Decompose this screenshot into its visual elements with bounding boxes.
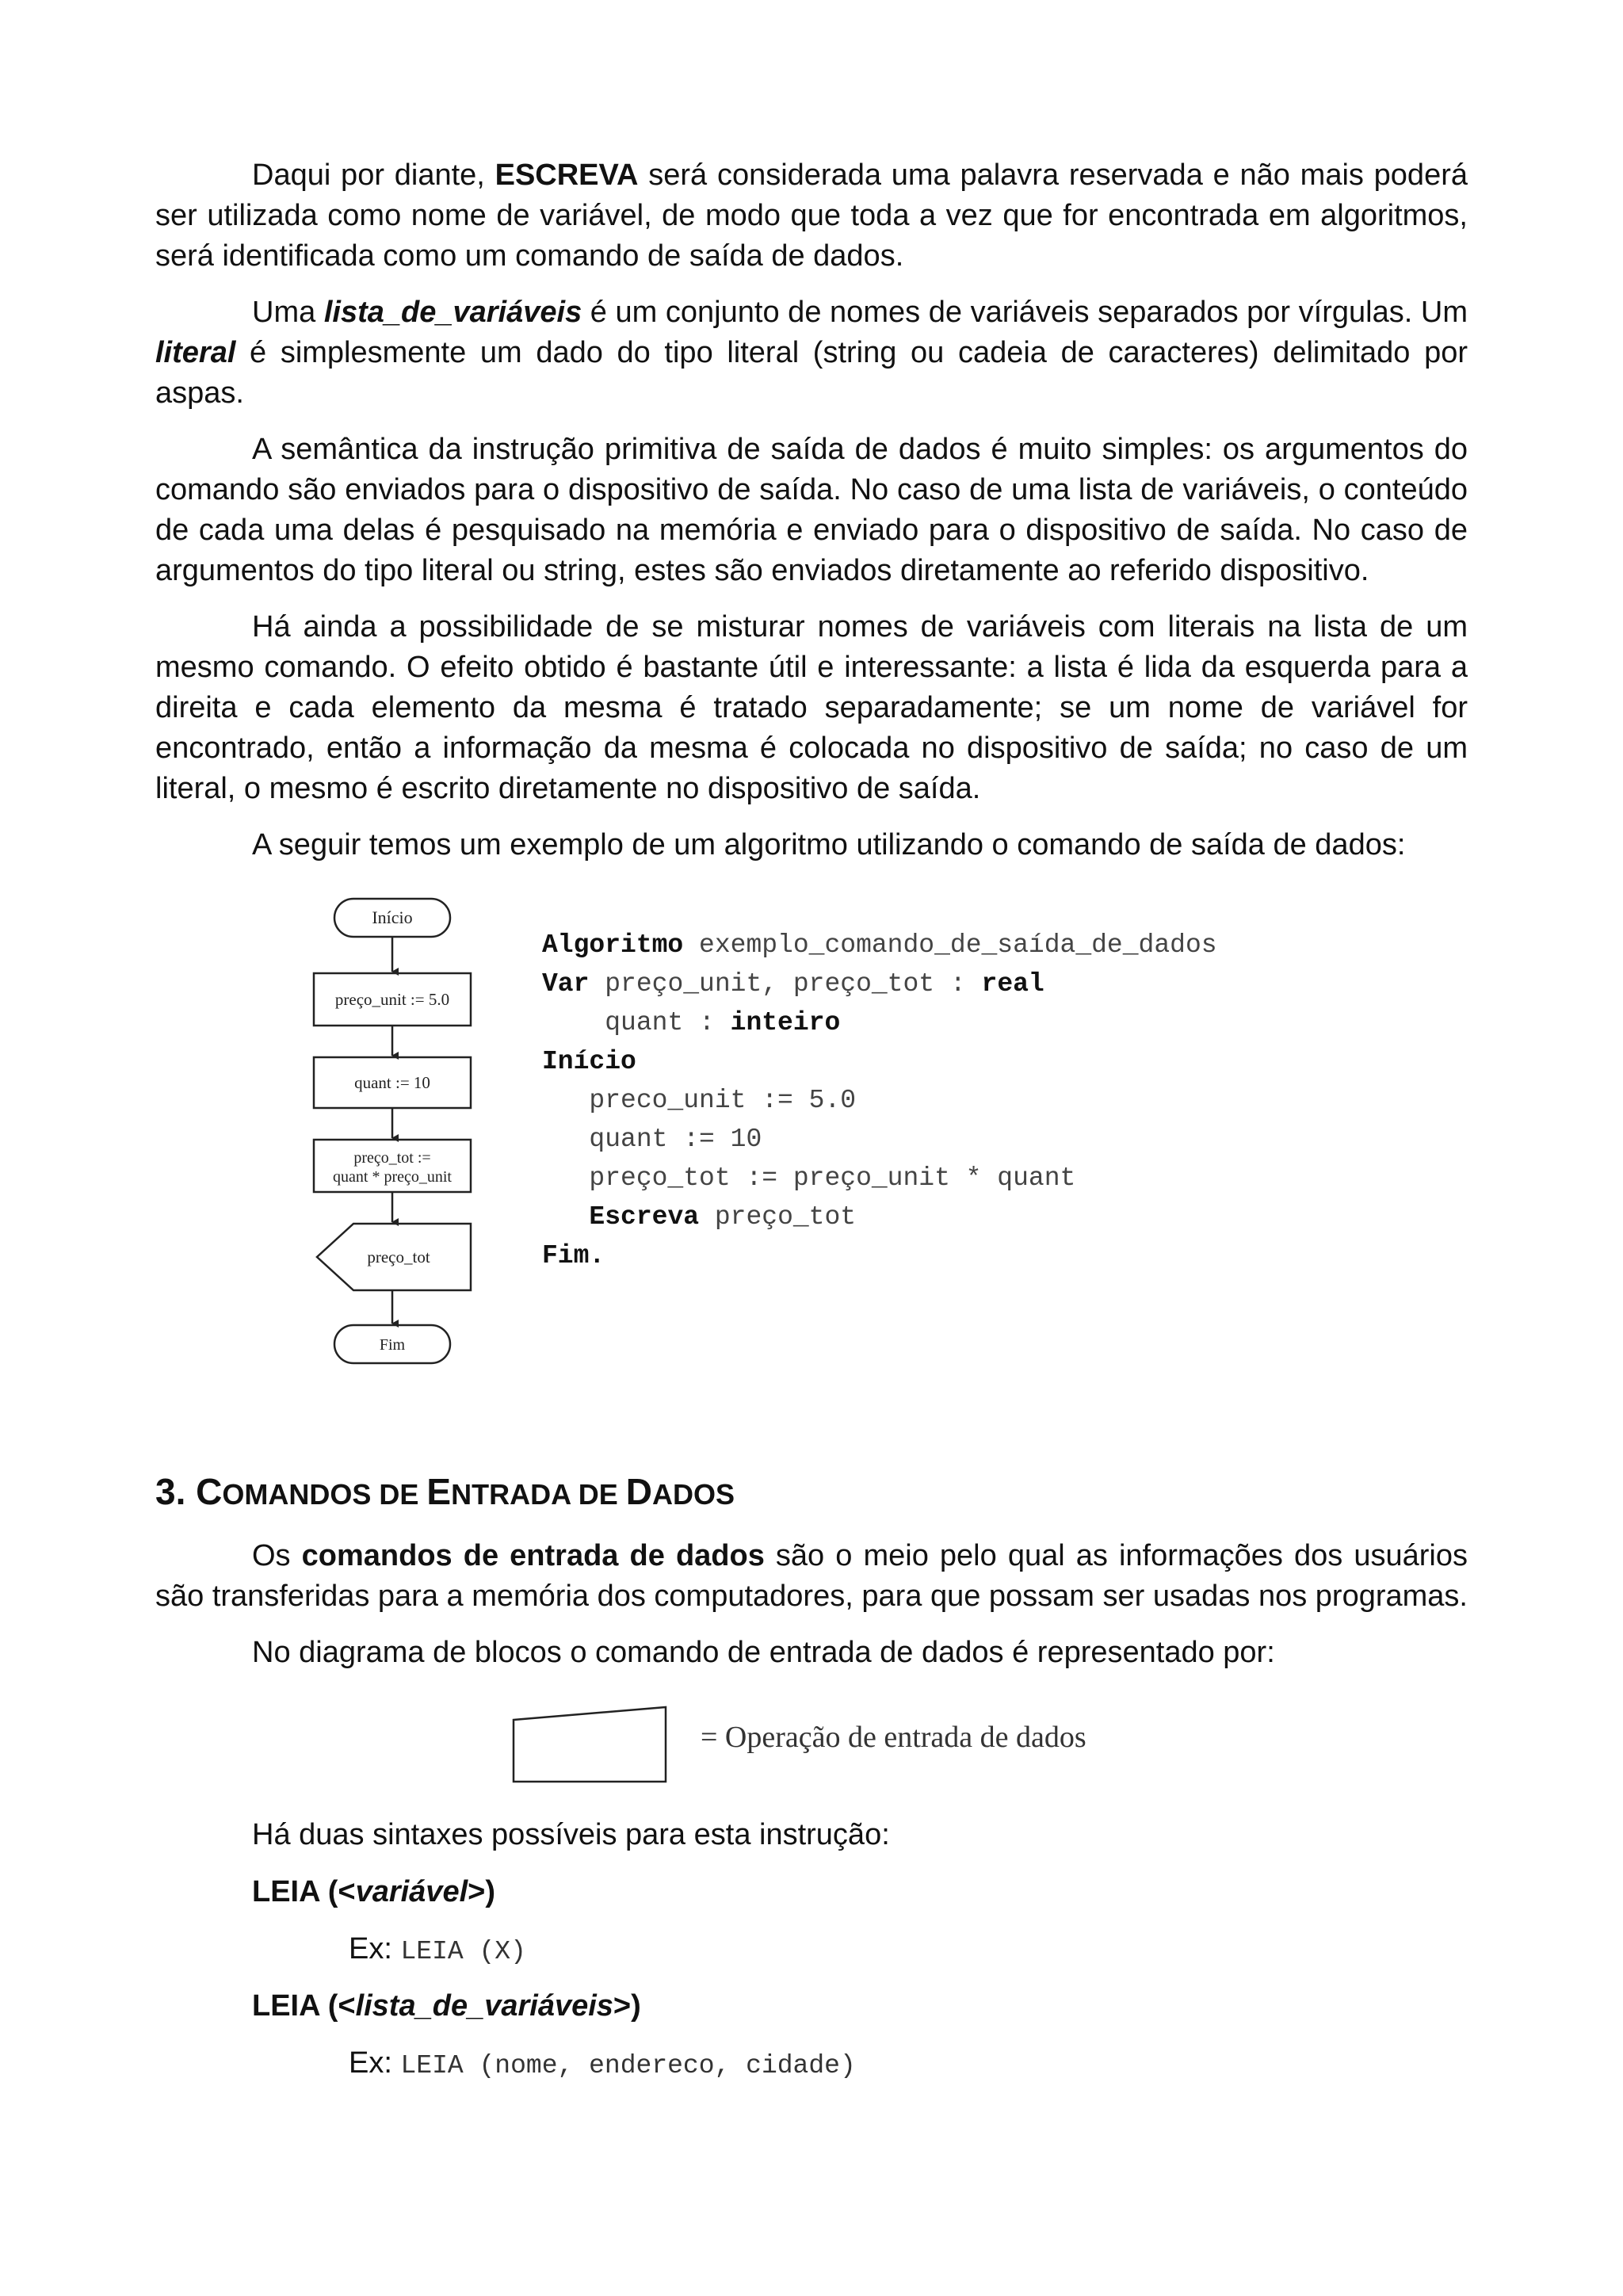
- syntax-intro: Há duas sintaxes possíveis para esta instrução:: [252, 1818, 890, 1851]
- paragraph-misturar: Há ainda a possibilidade de se misturar nomes de variáveis com literais na lista de um mesmo comando. O efeito obtido é bastante útil e interessante: a lista é lida da esquerda para a direita e cada elemento da mesma é tratado separadamente; se um nome de variável for encontrado, então a informação da mesma é colocada no dispositivo de saída; no caso de um literal, o mesmo é escrito diretamente no dispositivo de saída.: [155, 610, 1468, 805]
- term-escreva: ESCREVA: [495, 159, 639, 192]
- flowchart-step3-label-line1: preço_tot :=: [353, 1149, 431, 1167]
- syntax-leia-variavel: LEIA (<variável>): [252, 1875, 495, 1908]
- flowchart-output-label: preço_tot: [367, 1247, 430, 1266]
- manual-input-symbol: [507, 1701, 682, 1788]
- syntax-leia-lista: LEIA (<lista_de_variáveis>): [252, 1989, 641, 2023]
- flowchart-diagram: [301, 891, 499, 1379]
- flowchart-step2-label: quant := 10: [354, 1073, 430, 1092]
- section-heading: 3. COMANDOS DE ENTRADA DE DADOS: [155, 1471, 735, 1512]
- paragraph-diagrama-blocos: No diagrama de blocos o comando de entrada de dados é representado por:: [252, 1636, 1275, 1669]
- algorithm-code: Algoritmo exemplo_comando_de_saída_de_dados Var preço_unit, preço_tot : real quant : inteiro Início preco_unit := 5.0 quant := 10 preço_tot := preço_unit * quant Escreva preço_tot Fim.: [542, 930, 1217, 1270]
- section-text: [155, 1536, 1468, 1689]
- manual-input-caption: = Operação de entrada de dados: [701, 1721, 1086, 1754]
- term-literal: literal: [155, 336, 236, 369]
- term-comandos-entrada: comandos de entrada de dados: [301, 1539, 765, 1572]
- paragraph-lista-literal: Uma lista_de_variáveis é um conjunto de nomes de variáveis separados por vírgulas. Um literal é simplesmente um dado do tipo literal (string ou cadeia de caracteres) delimitado por aspas.: [155, 296, 1468, 410]
- term-lista-de-variaveis: lista_de_variáveis: [323, 296, 582, 329]
- example-leia-x: Ex: LEIA (X): [349, 1932, 526, 1966]
- flowchart-end-label: Fim: [379, 1336, 406, 1354]
- paragraph-escreva: Daqui por diante, ESCREVA será considerada uma palavra reservada e não mais poderá ser utilizada como nome de variável, de modo que toda a vez que for encontrada em algoritmos, será identificada como um comando de saída de dados.: [155, 159, 1468, 273]
- paragraph-semantica: A semântica da instrução primitiva de saída de dados é muito simples: os argumentos do comando são enviados para o dispositivo de saída. No caso de uma lista de variáveis, o conteúdo de cada uma delas é pesquisado na memória e enviado para o dispositivo de saída. No caso de argumentos do tipo literal ou string, estes são enviados diretamente ao referido dispositivo.: [155, 433, 1468, 587]
- flowchart-step3-label-line2: quant * preço_unit: [333, 1168, 452, 1186]
- flowchart-start-label: Início: [372, 907, 413, 927]
- intro-text: [155, 155, 1468, 881]
- flowchart-step1-label: preço_unit := 5.0: [334, 990, 450, 1009]
- paragraph-exemplo-intro: A seguir temos um exemplo de um algoritmo utilizando o comando de saída de dados:: [252, 828, 1406, 861]
- paragraph-entrada-definicao: Os comandos de entrada de dados são o meio pelo qual as informações dos usuários são transferidas para a memória dos computadores, para que possam ser usadas nos programas.: [155, 1539, 1468, 1613]
- example-leia-lista: Ex: LEIA (nome, endereco, cidade): [349, 2046, 856, 2080]
